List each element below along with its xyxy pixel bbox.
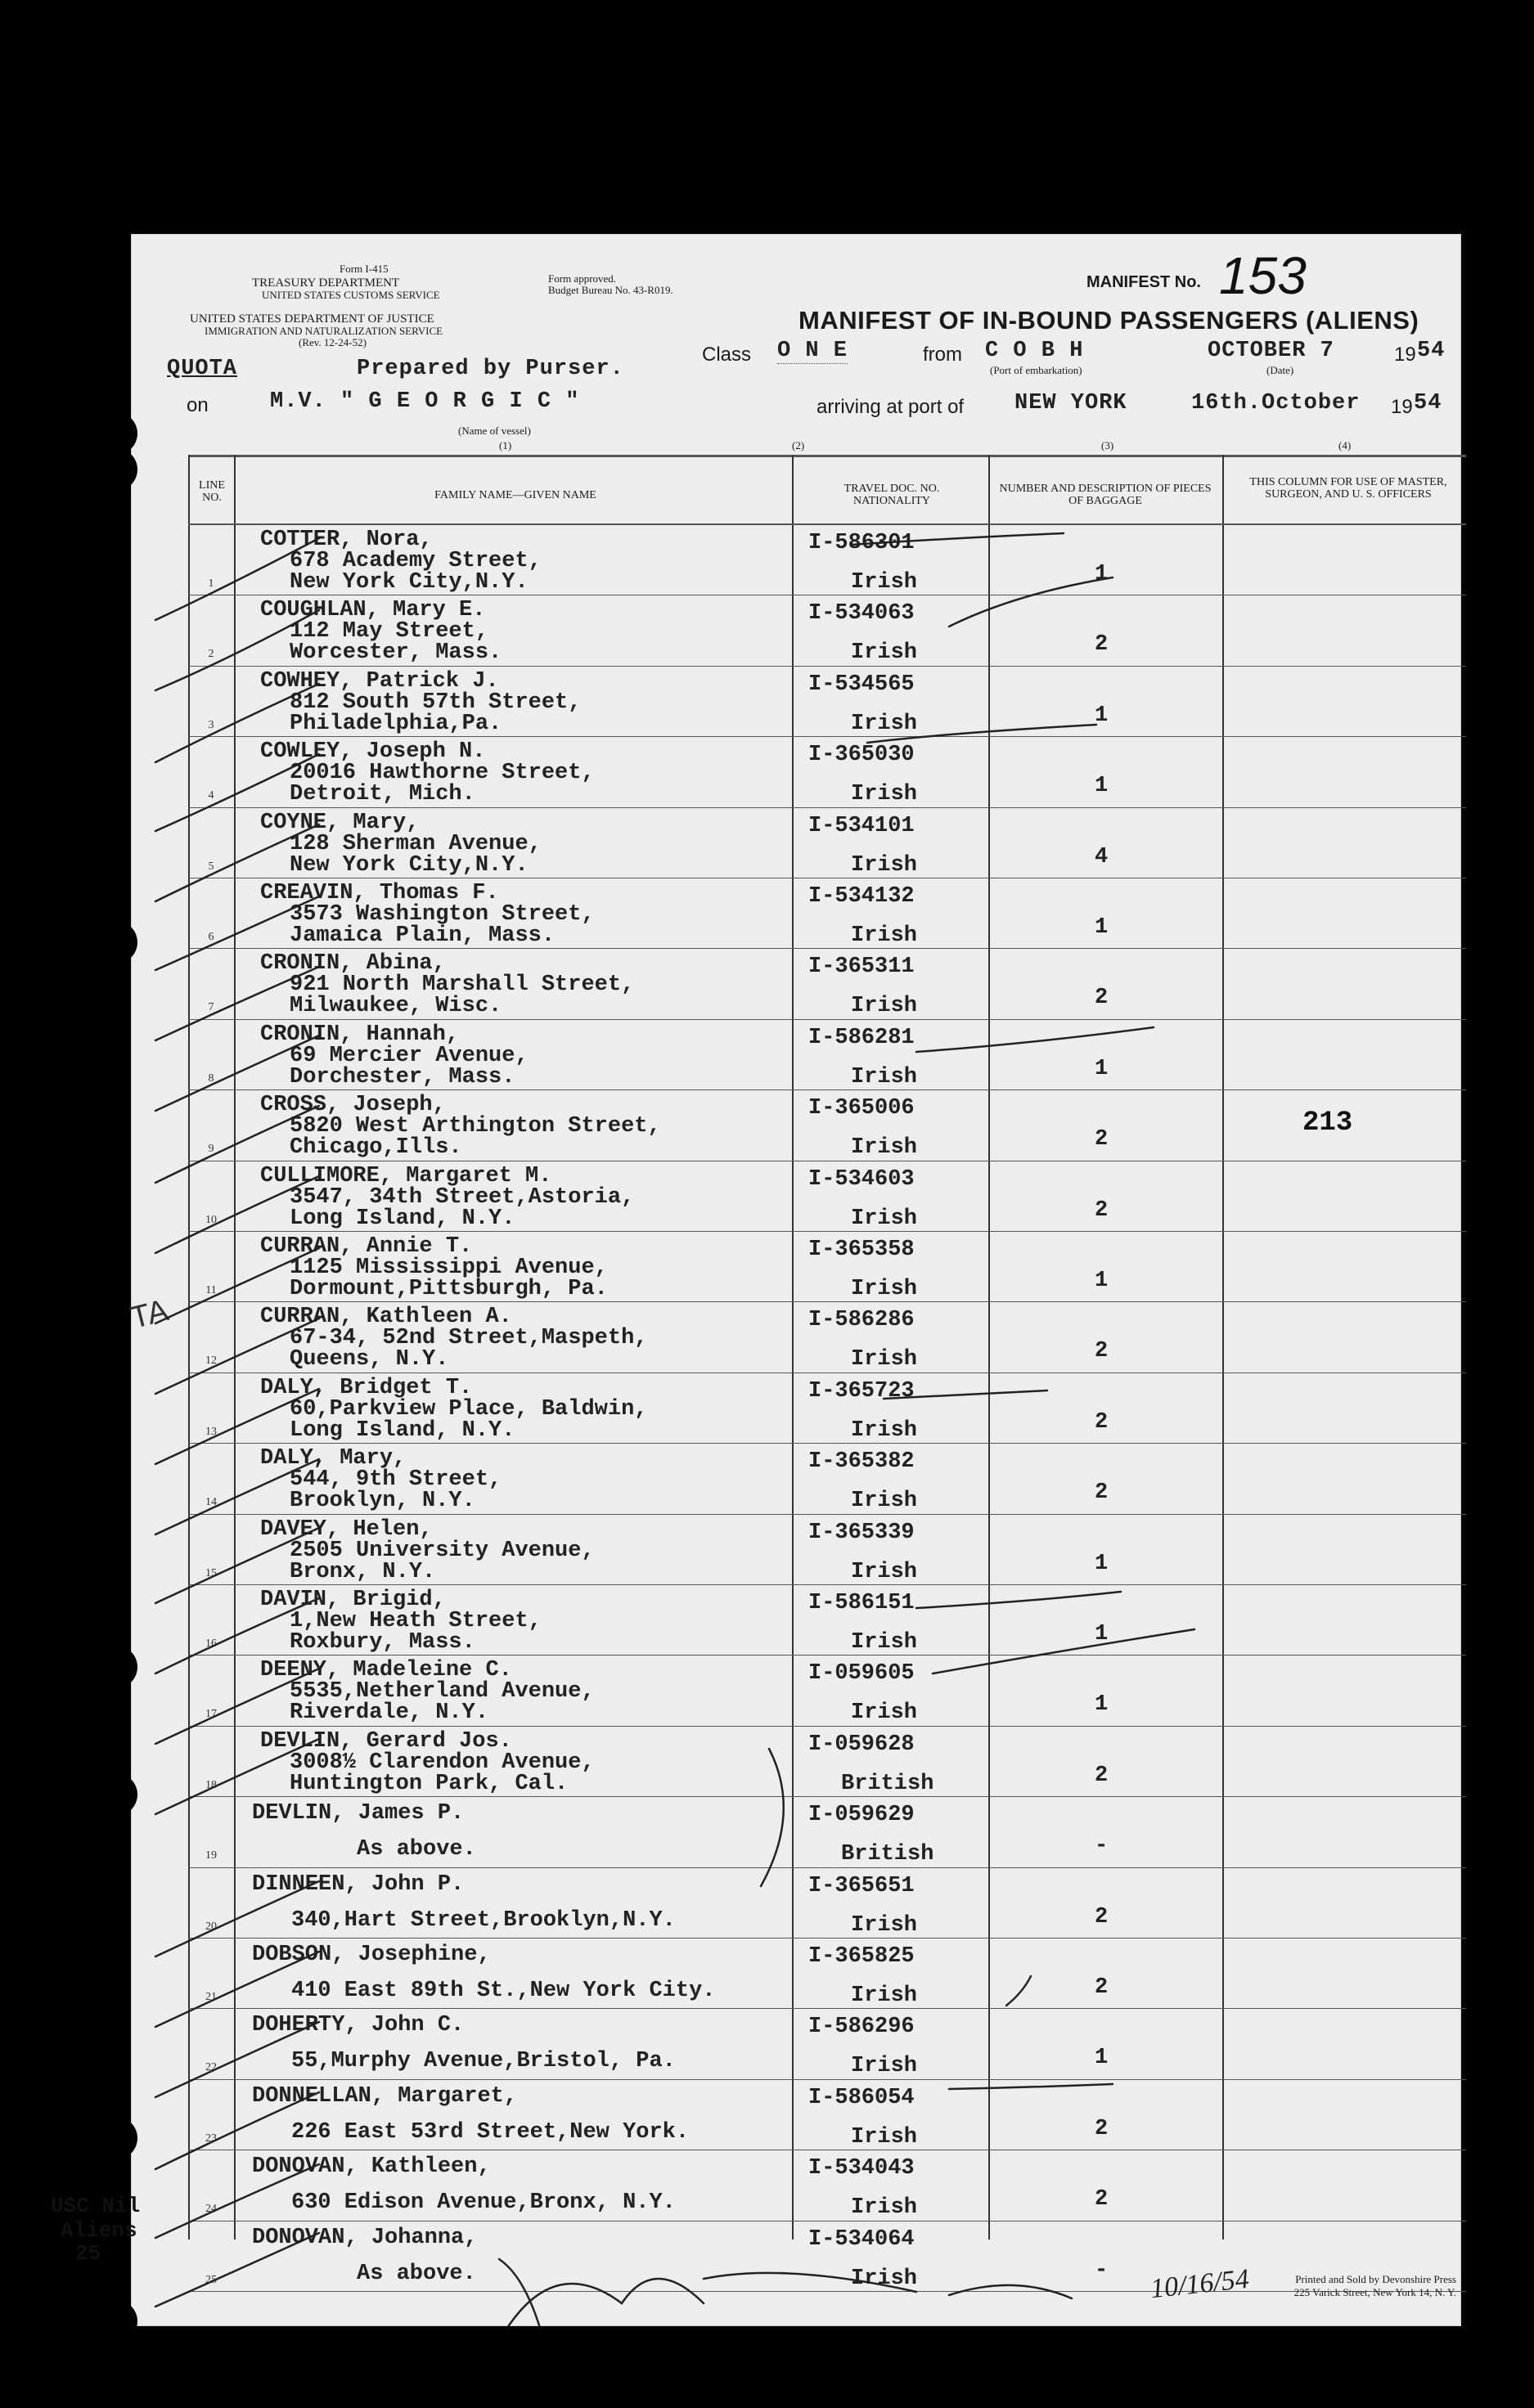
baggage-count: 1	[1095, 1551, 1109, 1576]
nationality: Irish	[851, 1277, 918, 1301]
passenger-name: COUGHLAN, Mary E.	[260, 598, 486, 623]
baggage-count: 1	[1095, 1056, 1109, 1081]
passenger-name: DEENY, Madeleine C.	[260, 1658, 512, 1683]
printer-line-2: 225 Varick Street, New York 14, N. Y.	[1293, 2286, 1456, 2298]
manifest-title: MANIFEST OF IN-BOUND PASSENGERS (ALIENS)	[798, 306, 1419, 335]
nationality: Irish	[851, 994, 918, 1019]
on-label: on	[187, 394, 209, 416]
travel-doc-number: I-365382	[808, 1449, 915, 1475]
strike-3	[867, 725, 1096, 743]
year-value: 54	[1417, 339, 1446, 363]
tick-21	[1006, 1976, 1031, 2006]
address-line-1: 2505 University Avenue,	[290, 1538, 595, 1563]
check-mark-9	[155, 1106, 319, 1183]
address-line: 410 East 89th St.,New York City.	[291, 1979, 716, 2003]
passenger-name: DALY, Bridget T.	[260, 1375, 473, 1400]
address-line-1: 1,New Heath Street,	[290, 1609, 542, 1633]
baggage-count: 2	[1095, 2116, 1109, 2141]
address-line-1: 921 North Marshall Street,	[290, 973, 635, 998]
check-mark-4	[155, 754, 319, 831]
travel-doc-number: I-365825	[808, 1944, 915, 1969]
baggage-count: 1	[1095, 703, 1109, 728]
address-line-1: 60,Parkview Place, Baldwin,	[290, 1396, 648, 1422]
arrival-year-prefix: 19	[1391, 396, 1413, 418]
aliens-count: 25	[75, 2241, 101, 2266]
col4-caption: (4)	[1338, 439, 1352, 452]
line-number: 10	[205, 1213, 217, 1226]
check-mark-8	[155, 1036, 319, 1111]
passenger-name: DINNEEN, John P.	[252, 1871, 465, 1897]
address-line-1: 3573 Washington Street,	[290, 902, 595, 927]
baggage-count: 1	[1095, 1269, 1109, 1293]
check-mark-14	[155, 1459, 319, 1534]
check-mark-11	[155, 1248, 319, 1323]
travel-doc-number: I-586301	[808, 531, 915, 555]
travel-doc-number: I-059629	[808, 1803, 915, 1828]
budget-bureau: Budget Bureau No. 43-R019.	[548, 284, 673, 296]
passenger-name: DEVLIN, Gerard Jos.	[260, 1728, 512, 1754]
nationality: Irish	[851, 2195, 918, 2221]
address-line: 340,Hart Street,Brooklyn,N.Y.	[291, 1907, 676, 1933]
address-line-2: Huntington Park, Cal.	[290, 1771, 569, 1796]
address-line-1: 69 Mercier Avenue,	[290, 1043, 529, 1068]
check-mark-15	[155, 1528, 319, 1603]
address-line-1: 3008½ Clarendon Avenue,	[290, 1750, 595, 1775]
passenger-name: CURRAN, Kathleen A.	[260, 1305, 512, 1330]
strike-2	[949, 577, 1113, 627]
line-number: 22	[205, 2061, 217, 2074]
baggage-count: 1	[1095, 1622, 1109, 1647]
line-number: 8	[208, 1071, 214, 1085]
nationality: Irish	[851, 1700, 918, 1726]
nationality: Irish	[851, 2124, 918, 2150]
nationality: Irish	[851, 1489, 918, 1514]
address-line-2: Long Island, N.Y.	[290, 1206, 515, 1231]
line-number: 14	[205, 1496, 217, 1509]
address-line: 630 Edison Avenue,Bronx, N.Y.	[291, 2190, 676, 2216]
line-number: 21	[205, 1991, 217, 2003]
line-number: 13	[205, 1425, 217, 1438]
line-number: 3	[208, 718, 214, 731]
address-line-1: 812 South 57th Street,	[290, 690, 582, 715]
address-line: 55,Murphy Avenue,Bristol, Pa.	[291, 2049, 676, 2074]
margin-initials: TA	[127, 1293, 173, 1336]
passenger-name: CRONIN, Abina,	[260, 951, 446, 977]
line-number: 7	[208, 1001, 214, 1014]
printer-line-1: Printed and Sold by Devonshire Press	[1295, 2273, 1456, 2285]
strike-15	[916, 1592, 1121, 1608]
baggage-count: 2	[1095, 1480, 1109, 1506]
baggage-count: -	[1095, 1834, 1109, 1859]
passenger-name: DOHERTY, John C.	[252, 2013, 465, 2038]
address-line-2: Queens, N.Y.	[290, 1347, 449, 1372]
travel-doc-number: I-534064	[808, 2226, 915, 2252]
address-line-1: 128 Sherman Avenue,	[290, 831, 542, 856]
line-number: 12	[205, 1354, 217, 1368]
baggage-count: 2	[1095, 2187, 1109, 2213]
treasury-dept: TREASURY DEPARTMENT	[252, 276, 400, 290]
manifest-number-label: MANIFEST No.	[1086, 273, 1201, 291]
baggage-count: 2	[1095, 1975, 1109, 2000]
col3-caption: (3)	[1101, 439, 1114, 452]
passenger-name: DOBSON, Josephine,	[252, 1943, 491, 1967]
check-mark-24	[155, 2164, 319, 2238]
passenger-name: COTTER, Nora,	[260, 528, 433, 552]
check-mark-5	[155, 824, 319, 901]
nationality: Irish	[851, 1983, 918, 2008]
address-line-2: Bronx, N.Y.	[290, 1559, 436, 1584]
arrival-year: 54	[1414, 391, 1442, 416]
check-mark-13	[155, 1389, 319, 1464]
customs-service: UNITED STATES CUSTOMS SERVICE	[262, 289, 440, 301]
passenger-name: COWHEY, Patrick J.	[260, 668, 499, 694]
baggage-count: 2	[1095, 1409, 1109, 1435]
address-line-1: 20016 Hawthorne Street,	[290, 761, 595, 786]
address-line-2: New York City,N.Y.	[290, 852, 529, 878]
address-line-2: New York City,N.Y.	[290, 570, 529, 595]
travel-doc-number: I-534043	[808, 2156, 915, 2181]
baggage-count: 1	[1095, 2046, 1109, 2071]
passenger-name: DALY, Mary,	[260, 1446, 407, 1471]
col-doc-header: TRAVEL DOC. NO. NATIONALITY	[843, 483, 940, 507]
line-number: 17	[205, 1708, 217, 1721]
signature-scrawl-3	[949, 2285, 1072, 2298]
check-mark-7	[155, 967, 319, 1040]
manifest-number: 153	[1219, 246, 1307, 305]
address-line-2: Long Island, N.Y.	[290, 1417, 515, 1443]
nationality: Irish	[851, 711, 918, 736]
address-line-2: Detroit, Mich.	[290, 782, 475, 807]
travel-doc-number: I-059605	[808, 1661, 915, 1687]
port-value: NEW YORK	[1014, 391, 1127, 416]
passenger-name: COYNE, Mary,	[260, 810, 420, 835]
arrival-date: 16th.October	[1191, 391, 1361, 416]
check-mark-20	[155, 1881, 319, 1956]
justice-dept: UNITED STATES DEPARTMENT OF JUSTICE	[190, 312, 434, 326]
baggage-count: 2	[1095, 986, 1109, 1011]
baggage-count: 1	[1095, 774, 1109, 799]
col2-caption: (2)	[792, 439, 805, 452]
nationality: Irish	[851, 923, 918, 948]
address-line-1: 1125 Mississippi Avenue,	[290, 1256, 608, 1280]
baggage-count: 4	[1095, 844, 1109, 869]
address-line-1: 5820 West Arthington Street,	[290, 1114, 661, 1139]
form-number: Form I-415	[340, 263, 389, 275]
travel-doc-number: I-586286	[808, 1308, 915, 1333]
nationality: British	[841, 1771, 934, 1796]
travel-doc-number: I-365030	[808, 743, 915, 768]
usc-nil-label: USC Nil	[51, 2194, 141, 2218]
check-mark-2	[155, 610, 319, 690]
year-prefix: 19	[1394, 344, 1416, 366]
handwritten-marks	[131, 234, 1461, 2326]
vessel-caption: (Name of vessel)	[458, 425, 531, 437]
strike-1	[851, 533, 1064, 545]
check-mark-16	[155, 1598, 319, 1673]
address-line-2: Brooklyn, N.Y.	[290, 1489, 475, 1514]
strike-22	[949, 2084, 1113, 2089]
line-number: 20	[205, 1920, 217, 1933]
signature-date: 10/16/54	[1149, 2263, 1251, 2305]
port-embark-caption: (Port of embarkation)	[990, 364, 1082, 376]
col-line-no-header: LINE NO.	[199, 479, 225, 504]
nationality: Irish	[851, 640, 918, 666]
address-line-1: 3547, 34th Street,Astoria,	[290, 1184, 635, 1210]
check-mark-6	[155, 896, 319, 970]
nationality: Irish	[851, 1135, 918, 1161]
travel-doc-number: I-586151	[808, 1591, 915, 1615]
travel-doc-number: I-365651	[808, 1873, 915, 1898]
nationality: Irish	[851, 1559, 918, 1584]
address-line-2: Roxbury, Mass.	[290, 1630, 475, 1655]
line-number: 25	[205, 2273, 217, 2286]
check-mark-23	[155, 2092, 319, 2169]
travel-doc-number: I-059628	[808, 1732, 915, 1757]
nationality: Irish	[851, 1206, 918, 1231]
passenger-name: COWLEY, Joseph N.	[260, 739, 486, 765]
baggage-count: 1	[1095, 562, 1109, 586]
check-mark-18	[155, 1739, 319, 1814]
address-line-2: Dorchester, Mass.	[290, 1064, 515, 1089]
date-caption: (Date)	[1266, 364, 1294, 376]
baggage-count: 2	[1095, 1197, 1109, 1223]
address-line-2: Worcester, Mass.	[290, 640, 502, 666]
travel-doc-number: I-586296	[808, 2015, 915, 2040]
line-number: 18	[205, 1778, 217, 1791]
travel-doc-number: I-534603	[808, 1166, 915, 1192]
line-number: 4	[208, 789, 214, 802]
travel-doc-number: I-586054	[808, 2085, 915, 2110]
manifest-page	[51, 234, 1461, 2326]
passenger-name: DEVLIN, James P.	[252, 1801, 465, 1826]
nationality: Irish	[851, 782, 918, 807]
travel-doc-number: I-534132	[808, 884, 915, 909]
line-number: 15	[205, 1566, 217, 1579]
travel-doc-number: I-534063	[808, 601, 915, 627]
address-line-1: 112 May Street,	[290, 619, 489, 645]
officer-stamp: 213	[1302, 1107, 1353, 1139]
address-line-1: 678 Academy Street,	[290, 549, 542, 573]
address-line: As above.	[357, 2261, 476, 2286]
check-mark-17	[155, 1669, 319, 1744]
check-mark-1	[155, 538, 319, 620]
line-number: 9	[208, 1143, 214, 1156]
travel-doc-number: I-534101	[808, 813, 915, 838]
check-mark-21	[155, 1952, 319, 2027]
address-line-2: Dormount,Pittsburgh, Pa.	[290, 1277, 608, 1301]
passenger-name: DONNELLAN, Margaret,	[252, 2083, 518, 2109]
nationality: Irish	[851, 2054, 918, 2079]
address-line: As above.	[357, 1837, 476, 1862]
address-line-2: Milwaukee, Wisc.	[290, 994, 502, 1019]
rev-date: (Rev. 12-24-52)	[299, 336, 367, 348]
baggage-count: 2	[1095, 632, 1109, 658]
line-number: 19	[205, 1849, 217, 1862]
signature-scrawl-4	[499, 2259, 540, 2326]
passenger-name: CRONIN, Hannah,	[260, 1022, 460, 1047]
vessel-name: M.V. " G E O R G I C "	[270, 389, 580, 414]
nationality: Irish	[851, 1347, 918, 1372]
nationality: Irish	[851, 2266, 918, 2291]
prepared-by: Prepared by Purser.	[357, 357, 624, 381]
nationality: Irish	[851, 1417, 918, 1443]
passenger-name: DONOVAN, Johanna,	[252, 2225, 478, 2250]
signature-scrawl-2	[704, 2273, 916, 2292]
passenger-name: DONOVAN, Kathleen,	[252, 2154, 491, 2180]
address-line-2: Riverdale, N.Y.	[290, 1700, 489, 1726]
col1-caption: (1)	[499, 439, 512, 452]
line-number: 1	[208, 577, 214, 590]
check-mark-22	[155, 2022, 319, 2097]
travel-doc-number: I-586281	[808, 1025, 915, 1050]
address-line: 226 East 53rd Street,New York.	[291, 2119, 690, 2145]
strike-8	[916, 1027, 1154, 1052]
baggage-count: 2	[1095, 1339, 1109, 1364]
arriving-label: arriving at port of	[816, 396, 965, 418]
baggage-count: -	[1095, 2258, 1109, 2283]
passenger-name: DAVEY, Helen,	[260, 1516, 433, 1542]
travel-doc-number: I-365339	[808, 1520, 915, 1545]
address-line-1: 5535,Netherland Avenue,	[290, 1679, 595, 1705]
aliens-label: Aliens	[61, 2218, 137, 2243]
travel-doc-number: I-365358	[808, 1238, 915, 1262]
line-number: 6	[208, 931, 214, 943]
col-name-header: FAMILY NAME—GIVEN NAME	[434, 489, 596, 501]
travel-doc-number: I-534565	[808, 672, 915, 697]
from-label: from	[923, 344, 962, 366]
col-officers-header: THIS COLUMN FOR USE OF MASTER, SURGEON, AND U. S. OFFICERS	[1249, 476, 1447, 501]
address-line-1: 544, 9th Street,	[290, 1467, 502, 1493]
address-line-2: Chicago,Ills.	[290, 1135, 462, 1161]
check-mark-10	[155, 1176, 319, 1253]
check-mark-3	[155, 684, 319, 762]
baggage-count: 1	[1095, 915, 1109, 940]
travel-doc-number: I-365311	[808, 955, 915, 980]
nationality: British	[841, 1842, 934, 1867]
check-mark-12	[155, 1319, 319, 1394]
line-number: 5	[208, 860, 214, 873]
passenger-name: CROSS, Joseph,	[260, 1093, 446, 1118]
line-number: 16	[205, 1638, 217, 1650]
nationality: Irish	[851, 852, 918, 878]
col-baggage-header: NUMBER AND DESCRIPTION OF PIECES OF BAGGAGE	[999, 483, 1212, 507]
baggage-count: 1	[1095, 1692, 1109, 1718]
from-value: C O B H	[985, 339, 1084, 363]
line-number: 11	[205, 1284, 217, 1296]
line-number: 23	[205, 2132, 217, 2145]
bracket-devlin	[761, 1749, 784, 1886]
address-line-2: Jamaica Plain, Mass.	[290, 923, 556, 948]
address-line-2: Philadelphia,Pa.	[290, 711, 502, 736]
passenger-name: DAVIN, Brigid,	[260, 1588, 446, 1612]
travel-doc-number: I-365006	[808, 1096, 915, 1121]
date-value: OCTOBER 7	[1208, 339, 1334, 363]
passenger-name: CREAVIN, Thomas F.	[260, 881, 499, 905]
baggage-count: 2	[1095, 1127, 1109, 1152]
class-value: O N E	[777, 339, 848, 363]
baggage-count: 2	[1095, 1904, 1109, 1930]
quota-label: QUOTA	[167, 357, 238, 381]
form-approved: Form approved.	[548, 272, 617, 285]
travel-doc-number: I-365723	[808, 1378, 915, 1404]
nationality: Irish	[851, 1630, 918, 1655]
line-number: 24	[205, 2203, 217, 2216]
baggage-count: 2	[1095, 1763, 1109, 1788]
nationality: Irish	[851, 570, 918, 595]
address-line-1: 67-34, 52nd Street,Maspeth,	[290, 1326, 648, 1351]
passenger-name: CURRAN, Annie T.	[260, 1234, 473, 1259]
strike-13	[884, 1390, 1047, 1399]
nationality: Irish	[851, 1912, 918, 1938]
class-label: Class	[702, 344, 752, 366]
passenger-name: CULLIMORE, Margaret M.	[260, 1163, 552, 1188]
check-mark-25	[155, 2233, 319, 2307]
line-number: 2	[208, 648, 214, 661]
ins-label: IMMIGRATION AND NATURALIZATION SERVICE	[205, 325, 443, 337]
nationality: Irish	[851, 1064, 918, 1089]
strike-16	[933, 1629, 1194, 1673]
